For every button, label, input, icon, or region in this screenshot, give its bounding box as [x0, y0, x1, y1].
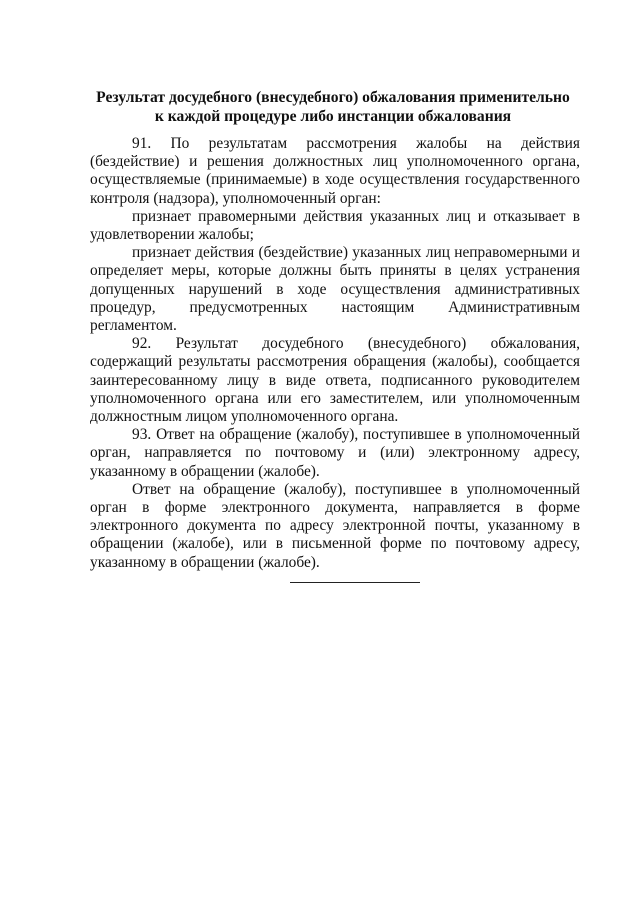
paragraph-lawful: признает правомерными действия указанных лиц и отказывает в удовлетворении жалобы;: [90, 207, 580, 244]
paragraph-91: 91. По результатам рассмотрения жалобы на действия (бездействие) и решения должностных лиц уполномоченного органа, осуществляемые (принимаемые) в ходе осуществления государственного контроля (надзора), уполномоченный орган:: [90, 135, 580, 207]
body-text: [90, 135, 580, 572]
paragraph-93: 93. Ответ на обращение (жалобу), поступившее в уполномоченный орган, направляется по почтовому и (или) электронному адресу, указанному в обращении (жалобе).: [90, 426, 580, 480]
section-heading: Результат досудебного (внесудебного) обжалования применительно к каждой процедуре либо инстанции обжалования: [96, 89, 570, 125]
paragraph-electronic-reply: Ответ на обращение (жалобу), поступившее в уполномоченный орган в форме электронного документа, направляется в форме электронного документа по адресу электронной почты, указанному в обращении (жалобе), или в письменной форме по почтовому адресу, указанному в обращении (жалобе).: [90, 480, 580, 571]
paragraph-unlawful: признает действия (бездействие) указанных лиц неправомерными и определяет меры, которые должны быть приняты в целях устранения допущенных нарушений в ходе осуществления административных процедур, предусмотренных настоящим Административным регламентом.: [90, 244, 580, 335]
end-divider: [290, 582, 420, 583]
paragraph-92: 92. Результат досудебного (внесудебного) обжалования, содержащий результаты рассмотрения обращения (жалобы), сообщается заинтересованному лицу в виде ответа, подписанного руководителем уполномоченного органа или его заместителем, или уполномоченным должностным лицом уполномоченного органа.: [90, 335, 580, 426]
